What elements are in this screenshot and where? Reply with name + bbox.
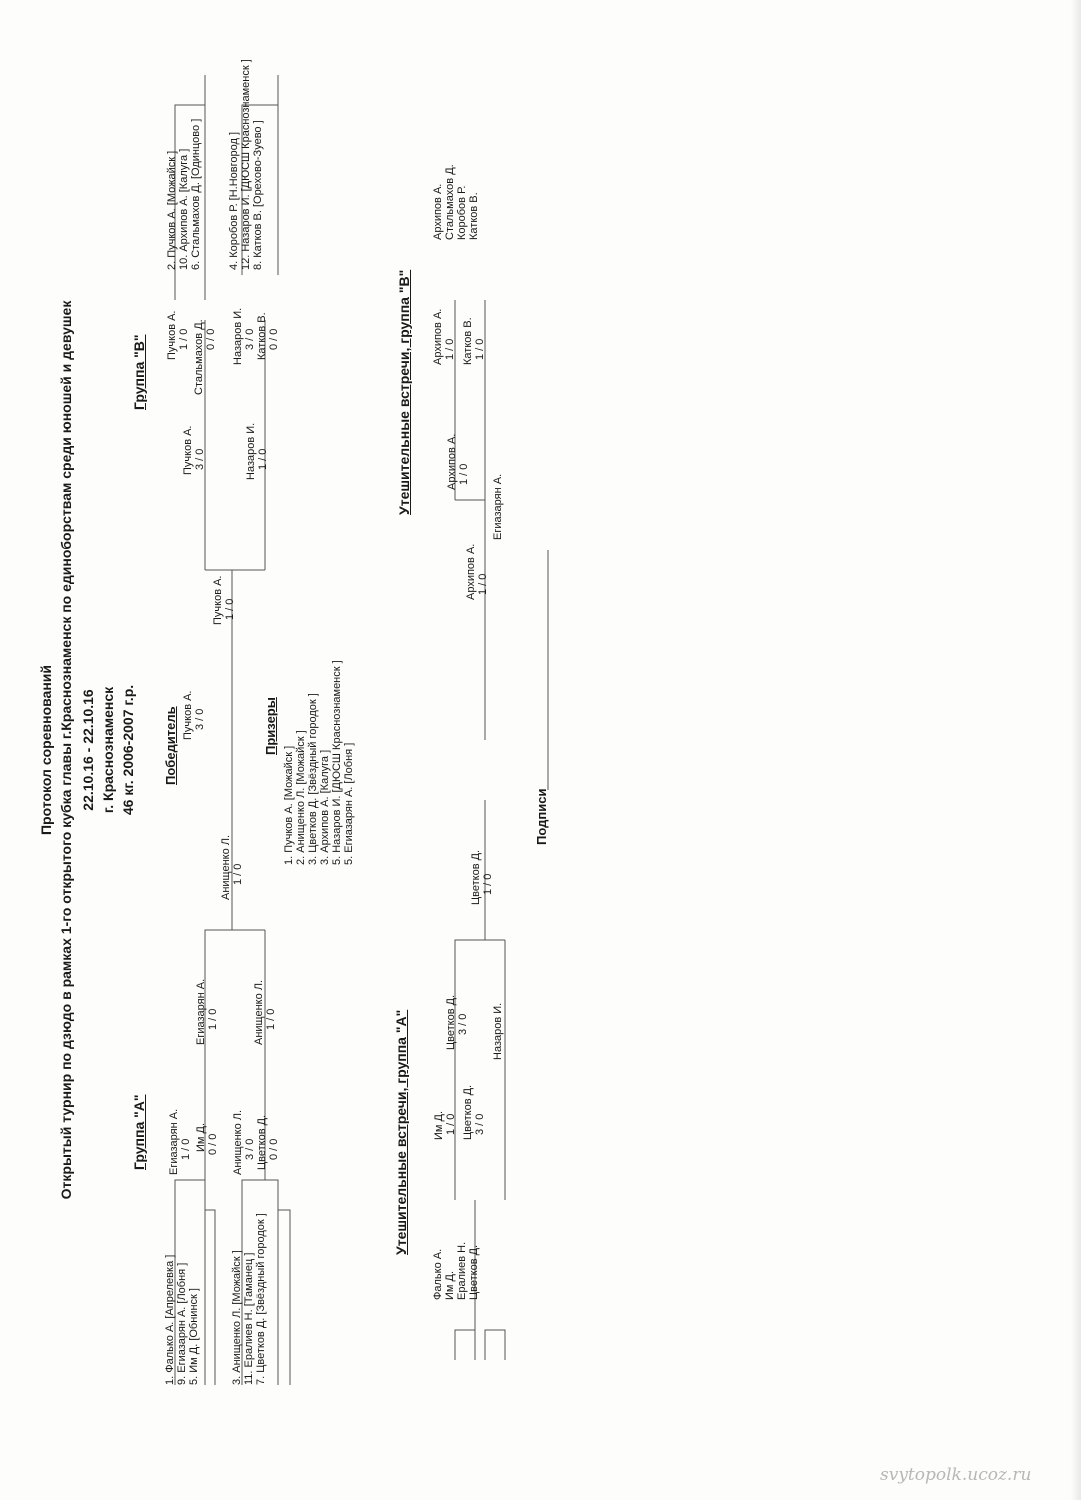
group-b-r1d-winner: Катков В. — [256, 312, 268, 360]
group-b-r1c-winner: Назаров И. — [232, 307, 244, 365]
repechage-b-m1-winner: Архипов А. — [432, 308, 444, 365]
group-b-r1a-score: 1 / 0 — [178, 328, 190, 350]
site-watermark: svytopolk.ucoz.ru — [880, 1465, 1032, 1485]
repechage-b-entry: Архипов А. — [432, 183, 444, 240]
group-a-r1a-winner: Егиазарян А. — [168, 1108, 180, 1175]
prize-item: 5. Назаров И. [ДЮСШ Краснознаменск ] — [331, 660, 343, 865]
group-a-final-score: 1 / 0 — [232, 863, 244, 885]
group-b-final-score: 1 / 0 — [224, 598, 236, 620]
repechage-a-m1-winner: Им Д. — [433, 1110, 445, 1140]
winner-score: 3 / 0 — [194, 708, 206, 730]
weight-category: 46 кг. 2006-2007 г.р. — [120, 684, 136, 816]
repechage-a-final-winner: Цветков Д. — [470, 849, 482, 905]
repechage-b-m3-loser: Егиазарян А. — [492, 473, 504, 540]
repechage-b-entry: Катков В. — [468, 192, 480, 240]
group-b-entry: 12. Назаров И. [ДЮСШ Краснознаменск ] — [240, 59, 252, 270]
group-a-r1d-winner: Цветков Д. — [256, 1114, 268, 1170]
group-a-r1a-score: 1 / 0 — [180, 1138, 192, 1160]
group-a-sf1-score: 1 / 0 — [207, 1008, 219, 1030]
prize-item: 3. Цветков Д. [Звёздный городок ] — [307, 693, 319, 865]
repechage-b-title: Утешительные встречи, группа "В" — [396, 269, 412, 515]
repechage-a-entry: Фалько А. — [432, 1248, 444, 1300]
group-a-sf1-winner: Егиазарян А. — [195, 978, 207, 1045]
prize-item: 5. Егиазарян А. [Лобня ] — [343, 742, 355, 865]
group-b-sf1-winner: Пучков А. — [182, 425, 194, 475]
repechage-b-entry: Стальмахов Д. — [444, 164, 456, 240]
group-b-entry: 4. Коробов Р. [Н.Новгород ] — [228, 131, 240, 270]
repechage-a-m3-loser: Назаров И. — [492, 1002, 504, 1060]
group-b-entry: 6. Стальмахов Д. [Одинцово ] — [190, 118, 202, 270]
repechage-b-entry: Коробов Р. — [456, 185, 468, 240]
group-a-r1b-score: 0 / 0 — [207, 1133, 219, 1155]
group-b-r1c-score: 3 / 0 — [244, 328, 256, 350]
repechage-a-m3-winner: Цветков Д. — [445, 994, 457, 1050]
repechage-a-final-score: 1 / 0 — [482, 873, 494, 895]
repechage-b-m3-winner: Архипов А. — [446, 433, 458, 490]
group-a-entry: 3. Анищенко Л. [Можайск ] — [231, 1250, 243, 1385]
winner-heading: Победитель — [163, 706, 178, 785]
repechage-a-entry: Им Д. — [444, 1270, 456, 1300]
repechage-b-m2-winner: Катков В. — [462, 317, 474, 365]
repechage-a-m2-winner: Цветков Д. — [462, 1084, 474, 1140]
group-b-final-winner: Пучков А. — [212, 575, 224, 625]
repechage-a-m3-score: 3 / 0 — [457, 1013, 469, 1035]
repechage-b-m3-score: 1 / 0 — [458, 463, 470, 485]
prize-item: 2. Анищенко Л. [Можайск ] — [295, 730, 307, 865]
repechage-b-final-score: 1 / 0 — [477, 573, 489, 595]
group-b-sf1-score: 3 / 0 — [194, 448, 206, 470]
group-a-final-winner: Анищенко Л. — [220, 834, 232, 900]
prize-item: 1. Пучков А. [Можайск ] — [283, 745, 295, 865]
prizes-heading: Призеры — [263, 697, 278, 755]
group-b-title: Группа "В" — [131, 334, 147, 410]
winner-name: Пучков А. — [182, 690, 194, 740]
group-b-sf2-score: 1 / 0 — [257, 448, 269, 470]
tournament-dates: 22.10.16 - 22.10.16 — [80, 689, 96, 811]
group-a-r1d-score: 0 / 0 — [268, 1138, 280, 1160]
tournament-name: Открытый турнир по дзюдо в рамках 1-го открытого кубка главы г.Краснознаменск по единоборствам среди юношей и девушек — [58, 300, 74, 1200]
group-a-entry: 5. Им Д. [Обнинск ] — [188, 1288, 200, 1385]
repechage-b-final-winner: Архипов А. — [465, 543, 477, 600]
repechage-a-m2-score: 3 / 0 — [474, 1113, 486, 1135]
protocol-title: Протокол соревнований — [38, 664, 54, 836]
group-a-sf2-score: 1 / 0 — [265, 1008, 277, 1030]
group-b-entry: 10. Архипов А. [Калуга ] — [178, 148, 190, 270]
group-a-entry: 9. Егиазарян А. [Лобня ] — [176, 1262, 188, 1385]
signatures-label: Подписи — [534, 788, 549, 845]
group-a-r1c-winner: Анищенко Л. — [232, 1109, 244, 1175]
group-b-r1a-winner: Пучков А. — [166, 310, 178, 360]
group-a-title: Группа "А" — [131, 1094, 147, 1170]
tournament-city: г. Краснознаменск — [100, 686, 116, 814]
repechage-a-entry: Ералиев Н. — [456, 1241, 468, 1300]
repechage-a-entry: Цветков Д. — [468, 1244, 480, 1300]
repechage-b-m2-score: 1 / 0 — [474, 338, 486, 360]
group-a-entry: 11. Ералиев Н. [Таманец ] — [243, 1252, 255, 1385]
group-b-r1d-score: 0 / 0 — [268, 328, 280, 350]
group-b-r1b-winner: Стальмахов Д. — [193, 319, 205, 395]
prize-item: 3. Архипов А. [Калуга ] — [319, 749, 331, 865]
group-b-sf2-winner: Назаров И. — [245, 422, 257, 480]
group-b-entry: 8. Катков В. [Орехово-Зуево ] — [252, 120, 264, 270]
repechage-a-title: Утешительные встречи, группа "А" — [393, 1009, 409, 1255]
group-b-entry: 2. Пучков А. [Можайск ] — [166, 150, 178, 270]
group-a-r1c-score: 3 / 0 — [244, 1138, 256, 1160]
group-a-sf2-winner: Анищенко Л. — [253, 979, 265, 1045]
group-b-r1b-score: 0 / 0 — [205, 328, 217, 350]
repechage-a-m1-score: 1 / 0 — [445, 1113, 457, 1135]
repechage-b-m1-score: 1 / 0 — [444, 338, 456, 360]
group-a-r1b-winner: Им Д. — [195, 1122, 207, 1152]
group-a-entry: 7. Цветков Д. [Звёздный городок ] — [255, 1213, 267, 1385]
group-a-entry: 1. Фалько А. [Апрелевка ] — [164, 1254, 176, 1385]
